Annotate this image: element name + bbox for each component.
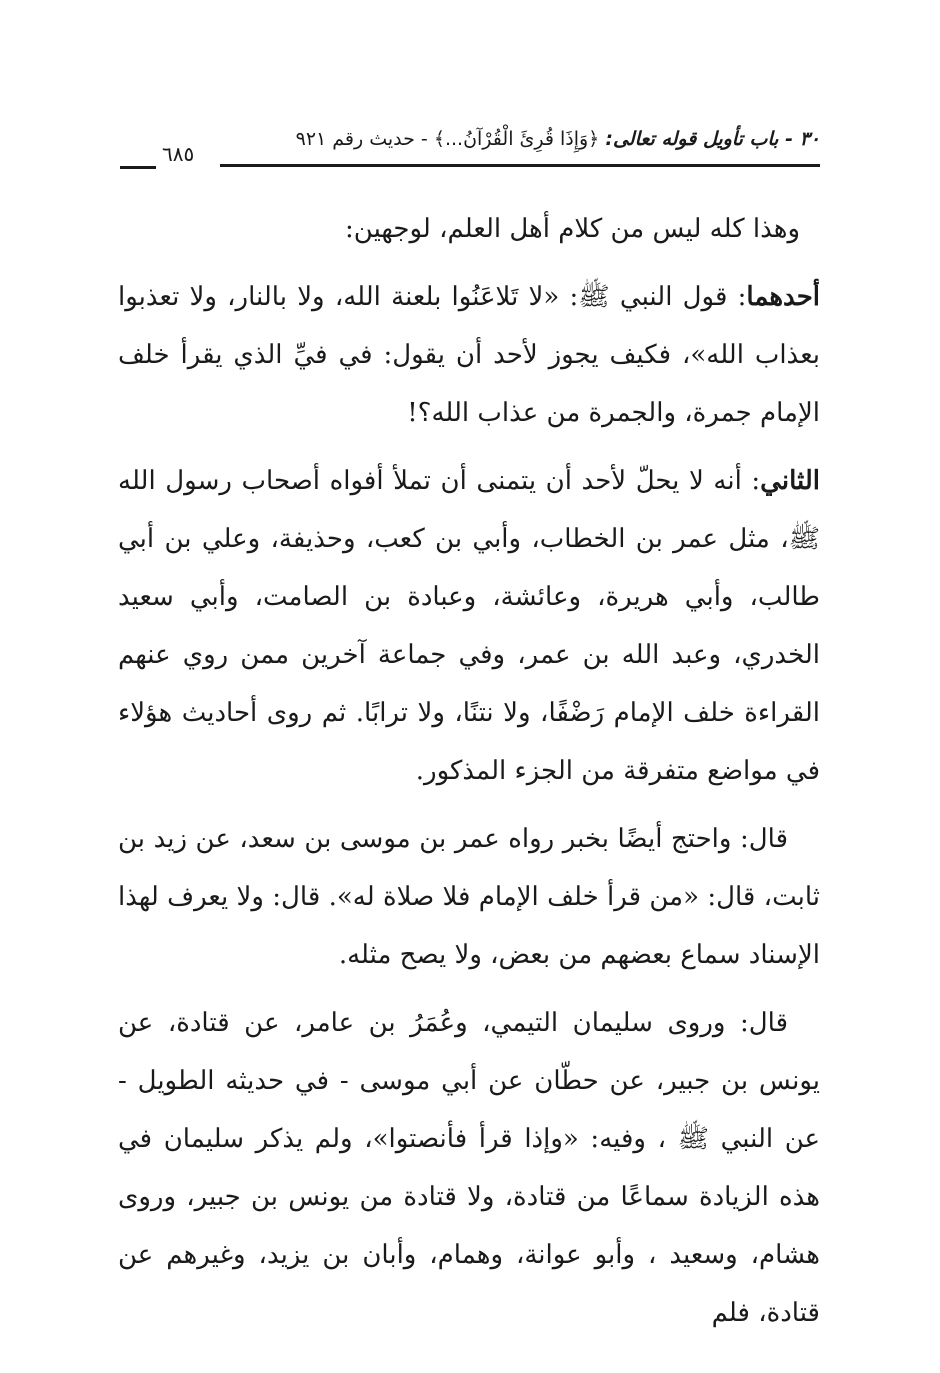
paragraph-text: قال: وروى سليمان التيمي، وعُمَرُ بن عامر، عن قتادة، عن يونس بن جبير، عن حطّان عن أبي موسى - في حديثه الطويل - عن النبي ﷺ ، وفيه: «وإذا قرأ فأنصتوا»، ولم يذكر سليمان في هذه الزيادة سماعًا من قتادة، ولا قتادة من يونس بن جبير، وروى هشام، وسعيد ، وأبو عوانة، وهمام، وأبان بن يزيد، وغيرهم عن قتادة، فلم	[118, 1008, 820, 1328]
paragraph-zaid-hadith	[118, 810, 820, 984]
running-header	[120, 128, 820, 168]
paragraph-abu-musa-hadith	[118, 994, 820, 1342]
header-title	[296, 128, 820, 150]
paragraph-first-reason	[118, 268, 820, 442]
header-verse: ﴿وَإِذَا قُرِئَ الْقُرْآنُ...﴾	[433, 128, 600, 150]
paragraph-intro	[118, 200, 820, 258]
paragraph-lead: الثاني	[760, 466, 820, 496]
main-text	[118, 200, 820, 1352]
page-number-underline	[120, 166, 156, 169]
header-hadith-reference: - حديث رقم ٩٢١	[295, 128, 428, 150]
header-chapter-label: ٣٠ - باب تأويل قوله تعالى:	[605, 128, 820, 150]
paragraph-text: وهذا كله ليس من كلام أهل العلم، لوجهين:	[345, 214, 800, 244]
header-divider	[220, 164, 820, 167]
paragraph-lead: أحدهما	[746, 282, 820, 312]
paragraph-text: : قول النبي ﷺ: «لا تَلاعَنُوا بلعنة الله، ولا بالنار، ولا تعذبوا بعذاب الله»، فكيف يجوز لأحد أن يقول: في فيِّ الذي يقرأ خلف الإمام جمرة، والجمرة من عذاب الله؟!	[118, 282, 820, 428]
page-number: ٦٨٥	[162, 142, 195, 166]
paragraph-text: قال: واحتج أيضًا بخبر رواه عمر بن موسى بن سعد، عن زيد بن ثابت، قال: «من قرأ خلف الإمام فلا صلاة له». قال: ولا يعرف لهذا الإسناد سماع بعضهم من بعض، ولا يصح مثله.	[118, 824, 820, 970]
paragraph-second-reason	[118, 452, 820, 800]
paragraph-text: : أنه لا يحلّ لأحد أن يتمنى أن تملأ أفواه أصحاب رسول الله ﷺ، مثل عمر بن الخطاب، وأبي بن كعب، وحذيفة، وعلي بن أبي طالب، وأبي هريرة، وعائشة، وعبادة بن الصامت، وأبي سعيد الخدري، وعبد الله بن عمر، وفي جماعة آخرين ممن روي عنهم القراءة خلف الإمام رَضْفًا، ولا نتنًا، ولا ترابًا. ثم روى أحاديث هؤلاء في مواضع متفرقة من الجزء المذكور.	[118, 466, 820, 786]
